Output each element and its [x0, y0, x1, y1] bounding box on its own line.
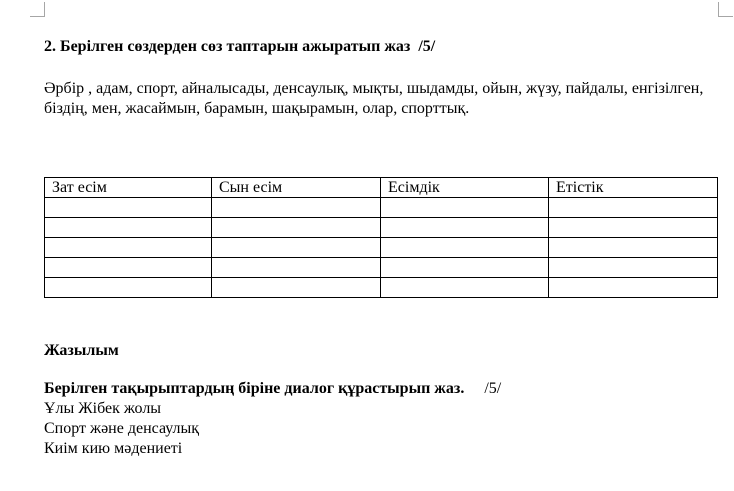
- table-cell[interactable]: [549, 278, 718, 298]
- table-cell[interactable]: [45, 278, 212, 298]
- writing-section-heading: Жазылым: [44, 342, 119, 359]
- task2-title-text: 2. Берілген сөздерден сөз таптарын ажыратып жаз: [44, 38, 411, 55]
- table-cell[interactable]: [381, 218, 549, 238]
- dialog-task-text: Берілген тақырыптардың біріне диалог құрастырып жаз.: [44, 380, 465, 397]
- topic-list: [44, 399, 199, 459]
- table-cell[interactable]: [381, 238, 549, 258]
- table-cell[interactable]: [549, 258, 718, 278]
- table-row: [45, 218, 718, 238]
- table-row: [45, 278, 718, 298]
- table-cell[interactable]: [45, 198, 212, 218]
- table-cell[interactable]: [212, 278, 381, 298]
- task2-title: [44, 38, 435, 56]
- crop-mark-left: [30, 2, 45, 17]
- task2-word-list: Әрбір , адам, спорт, айналысады, денсаулық, мықты, шыдамды, ойын, жүзу, пайдалы, енгізілген, біздің, мен, жасаймын, барамын, шақырамын, олар, спорттық.: [44, 80, 704, 117]
- list-item: Киім кию мәдениеті: [44, 440, 183, 457]
- list-item: Ұлы Жібек жолы: [44, 400, 162, 417]
- table-cell[interactable]: [212, 238, 381, 258]
- header-pronoun: Есімдік: [381, 178, 549, 198]
- table-cell[interactable]: [45, 258, 212, 278]
- table-header-row: [45, 178, 718, 198]
- table-cell[interactable]: [45, 238, 212, 258]
- list-item: Спорт және денсаулық: [44, 420, 200, 437]
- table-cell[interactable]: [381, 258, 549, 278]
- table-cell[interactable]: [549, 198, 718, 218]
- dialog-task: [44, 380, 501, 398]
- header-verb: Етістік: [549, 178, 718, 198]
- header-adjective: Сын есім: [212, 178, 381, 198]
- table-cell[interactable]: [549, 218, 718, 238]
- table-row: [45, 198, 718, 218]
- dialog-task-score: /5/: [484, 380, 502, 397]
- header-noun: Зат есім: [45, 178, 212, 198]
- table-cell[interactable]: [549, 238, 718, 258]
- table-cell[interactable]: [381, 198, 549, 218]
- table-cell[interactable]: [381, 278, 549, 298]
- table-cell[interactable]: [212, 258, 381, 278]
- table-cell[interactable]: [212, 198, 381, 218]
- task2-score: /5/: [418, 38, 436, 55]
- table-cell[interactable]: [212, 218, 381, 238]
- table-cell[interactable]: [45, 218, 212, 238]
- table-row: [45, 238, 718, 258]
- parts-of-speech-table: [44, 177, 718, 298]
- crop-mark-right: [718, 2, 733, 17]
- table-row: [45, 258, 718, 278]
